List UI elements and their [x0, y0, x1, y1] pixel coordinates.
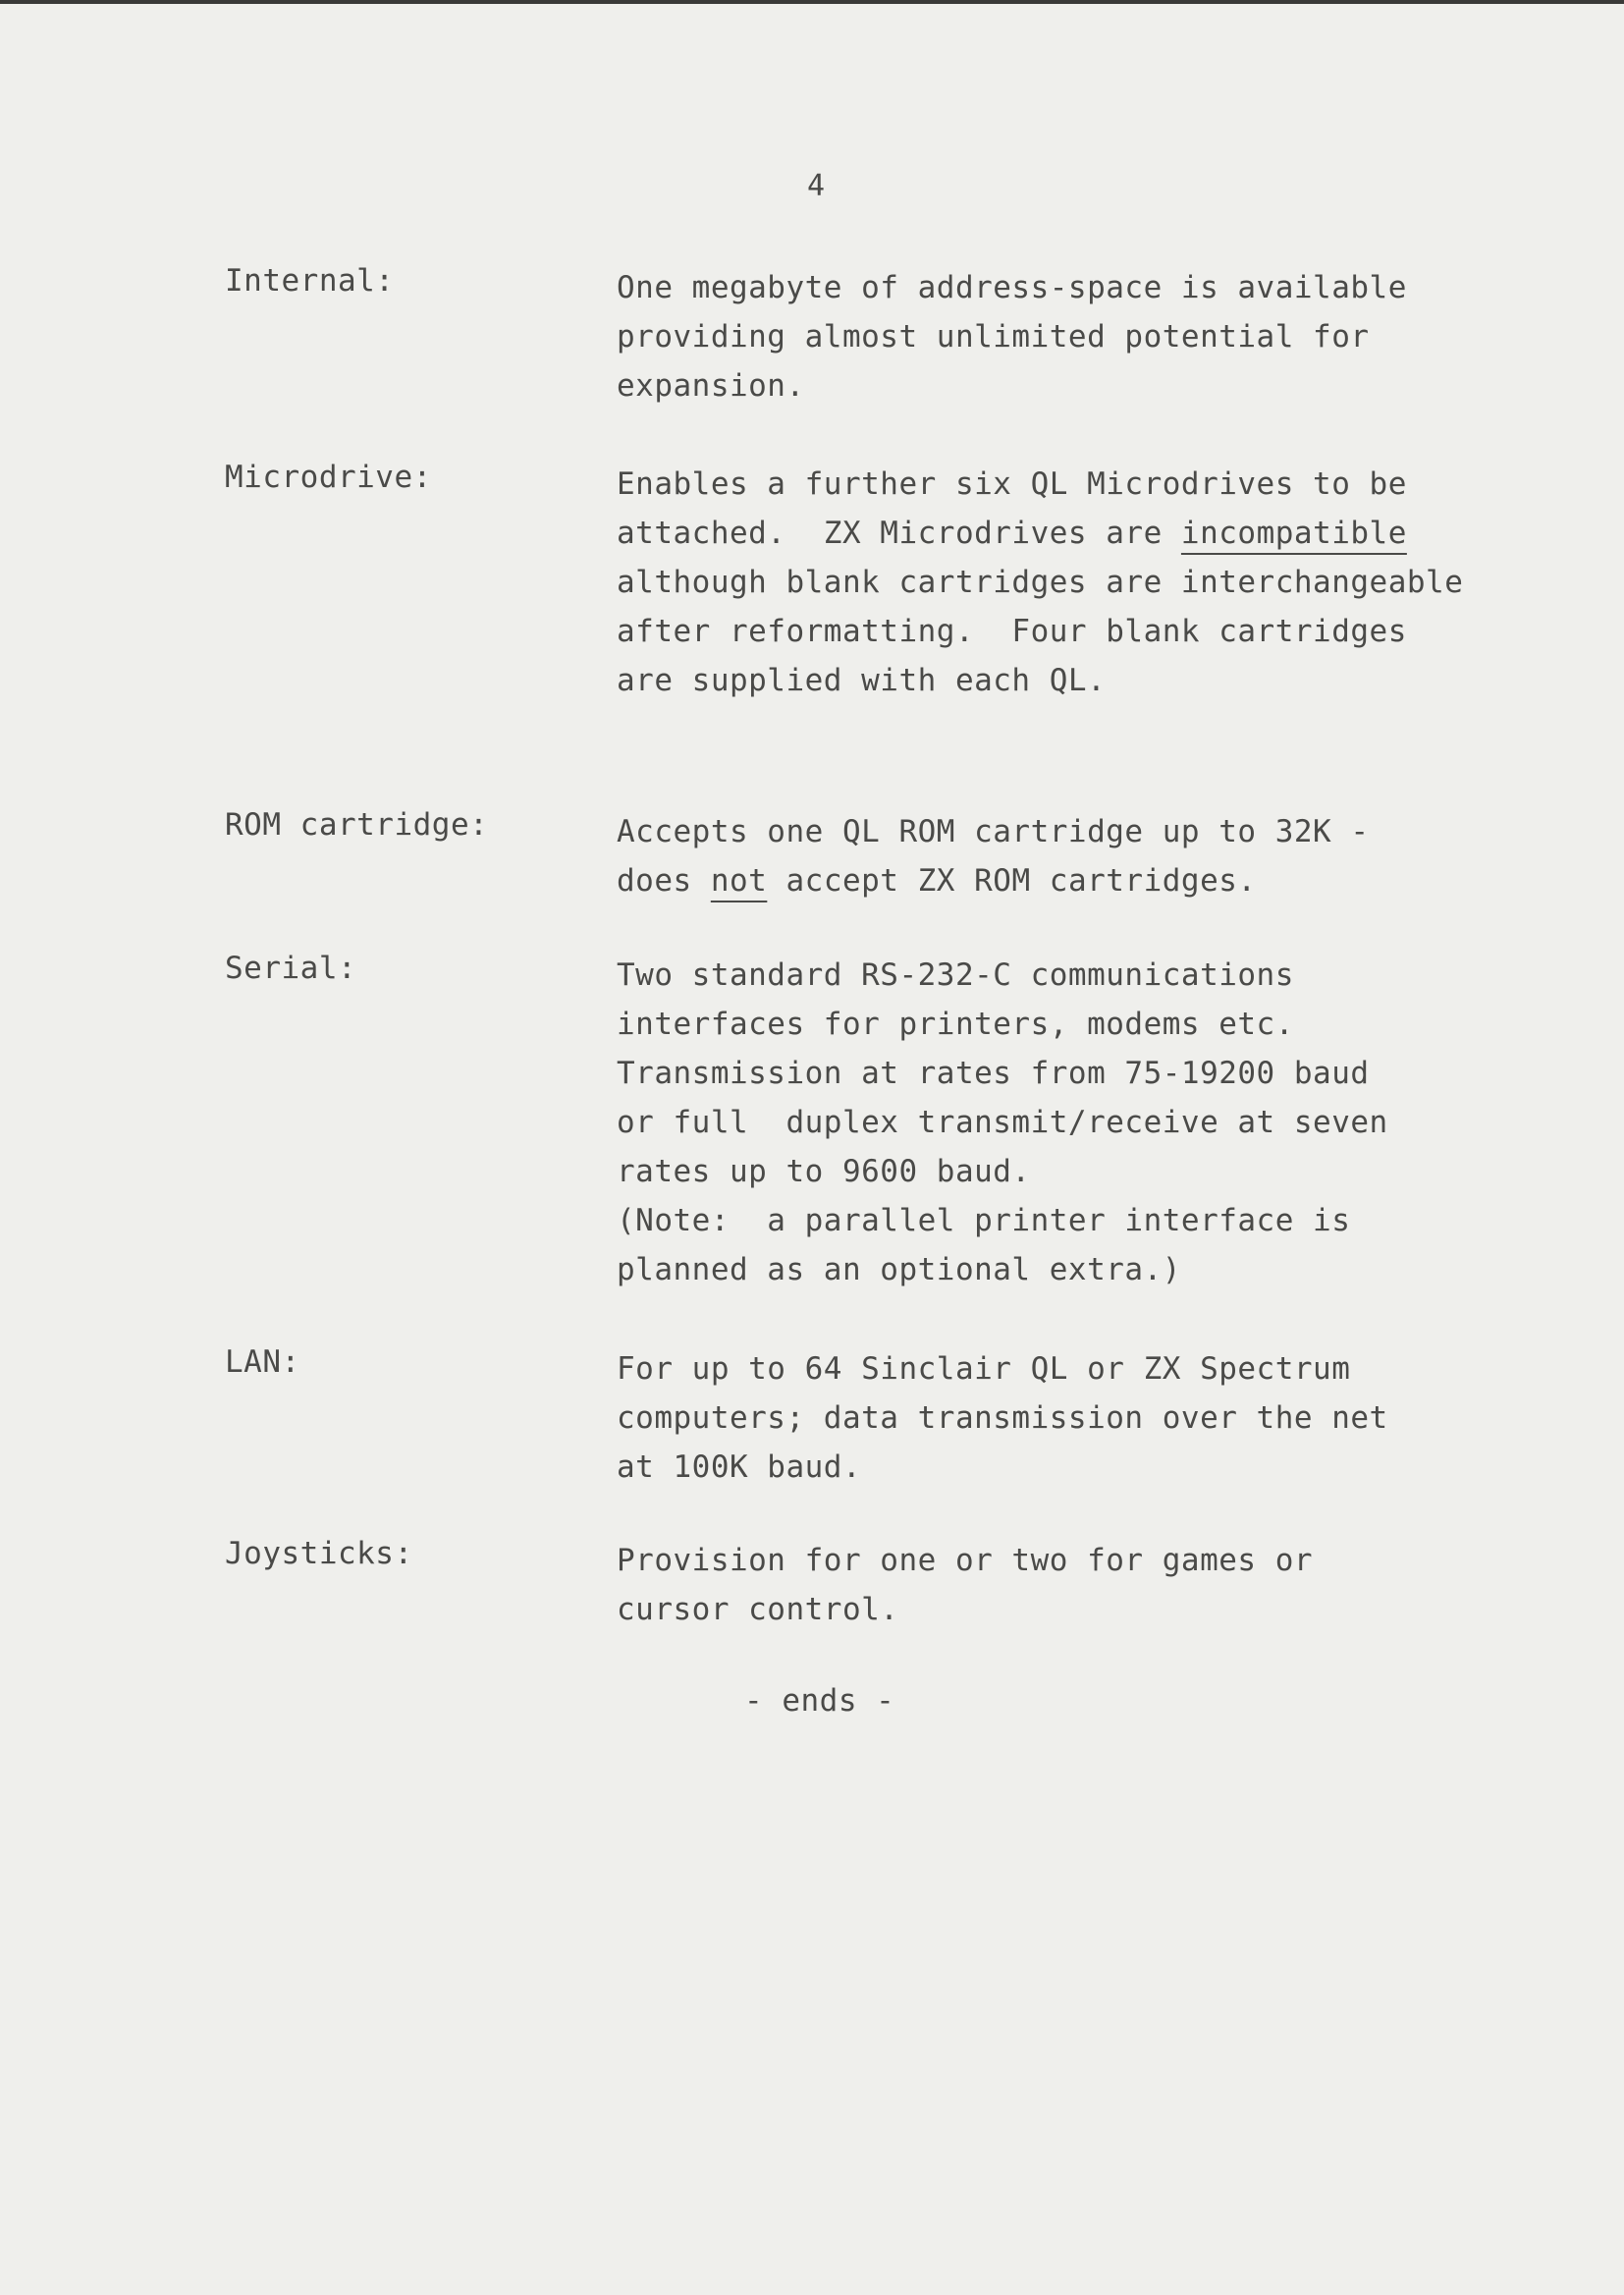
- description-line: Two standard RS-232-C communications: [617, 957, 1294, 993]
- description-line: For up to 64 Sinclair QL or ZX Spectrum: [617, 1351, 1351, 1387]
- spec-description: [617, 263, 1598, 410]
- description-text: attached. ZX Microdrives are: [617, 516, 1181, 551]
- spec-description: [617, 1536, 1598, 1634]
- description-line: Enables a further six QL Microdrives to be: [617, 466, 1407, 502]
- spec-label: Joysticks:: [225, 1536, 413, 1571]
- description-line: providing almost unlimited potential for: [617, 319, 1370, 355]
- spec-label: Internal:: [225, 263, 395, 299]
- end-marker: - ends -: [744, 1683, 895, 1719]
- underlined-word-incompatible: incompatible: [1180, 516, 1407, 551]
- description-line: computers; data transmission over the net: [617, 1400, 1388, 1436]
- description-line: although blank cartridges are interchangeable: [617, 565, 1464, 600]
- description-line: Accepts one QL ROM cartridge up to 32K -: [617, 814, 1370, 849]
- spec-label: LAN:: [225, 1344, 300, 1380]
- description-line: interfaces for printers, modems etc.: [617, 1007, 1294, 1042]
- description-text: does: [617, 863, 711, 899]
- spec-label: Microdrive:: [225, 460, 432, 495]
- page-number: 4: [807, 169, 826, 203]
- description-line: expansion.: [617, 368, 805, 404]
- spec-description: [617, 807, 1598, 905]
- description-line: [617, 856, 1598, 905]
- spec-description: [617, 951, 1598, 1294]
- page-top-edge: [0, 0, 1624, 4]
- spec-description: [617, 1344, 1598, 1492]
- description-line: Provision for one or two for games or: [617, 1543, 1314, 1578]
- description-line: Transmission at rates from 75-19200 baud: [617, 1056, 1370, 1091]
- description-line: (Note: a parallel printer interface is: [617, 1203, 1351, 1238]
- spec-label: Serial:: [225, 951, 357, 986]
- description-line: rates up to 9600 baud.: [617, 1154, 1031, 1189]
- description-line: [617, 509, 1598, 558]
- description-text: accept ZX ROM cartridges.: [767, 863, 1257, 899]
- description-line: planned as an optional extra.): [617, 1252, 1181, 1287]
- description-line: at 100K baud.: [617, 1449, 862, 1485]
- description-line: One megabyte of address-space is available: [617, 270, 1407, 305]
- underlined-word-not: not: [710, 863, 768, 899]
- description-line: cursor control.: [617, 1592, 899, 1627]
- description-line: after reformatting. Four blank cartridges: [617, 614, 1407, 649]
- spec-label: ROM cartridge:: [225, 807, 489, 843]
- spec-description: [617, 460, 1598, 705]
- description-line: are supplied with each QL.: [617, 663, 1107, 698]
- description-line: or full duplex transmit/receive at seven: [617, 1105, 1388, 1140]
